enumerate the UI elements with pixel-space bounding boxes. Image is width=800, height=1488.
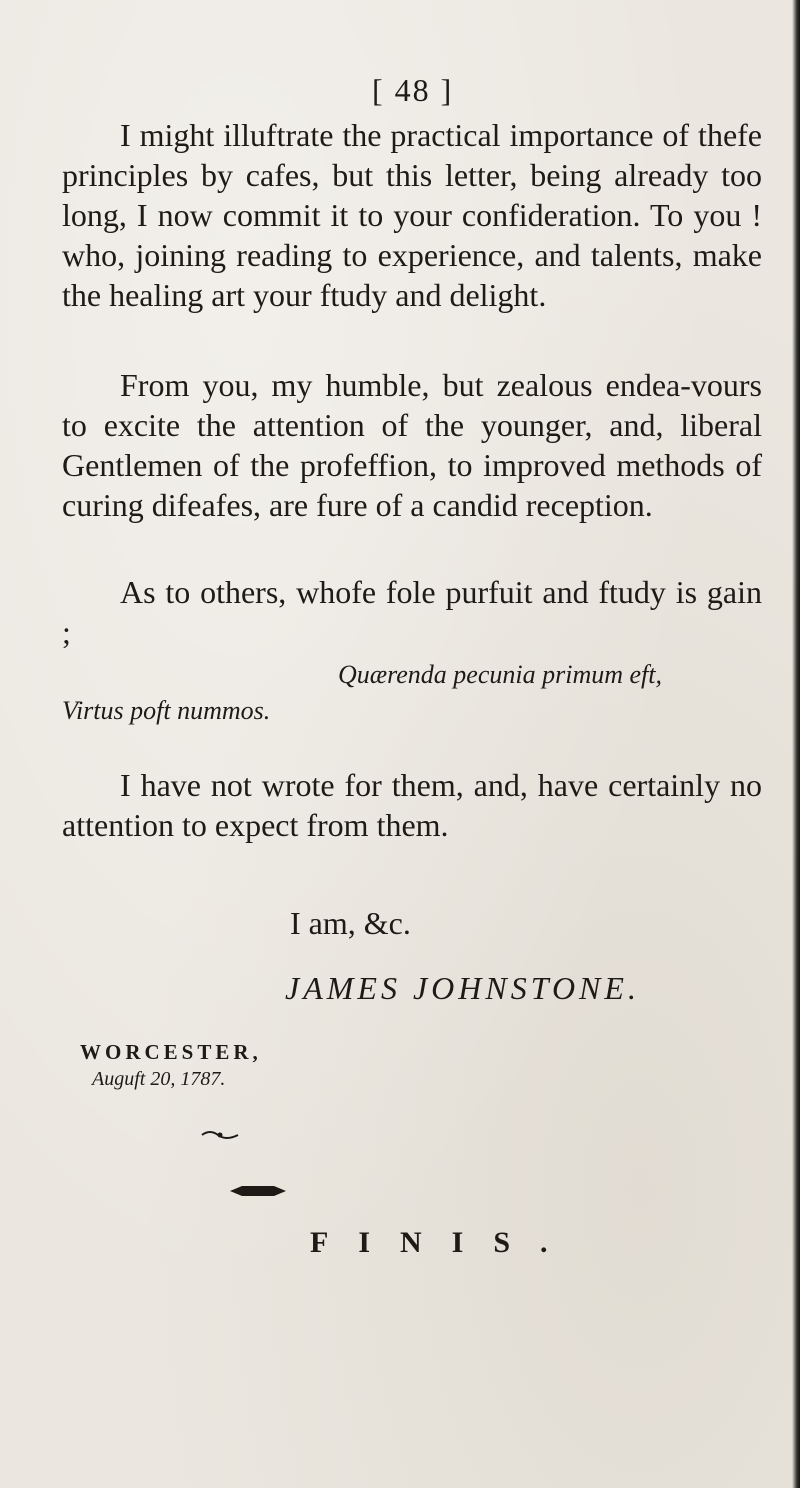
latin-quote-line-2: Virtus poft nummos.	[62, 696, 271, 725]
paragraph-3: As to others, whofe fole purfuit and ftudy is gain ;	[62, 574, 762, 650]
paragraph-2: From you, my humble, but zealous endea-vours to excite the attention of the younger, and, liberal Gentlemen of the profeffion, to improved methods of curing difeafes, are fure of a candid reception.	[62, 367, 762, 523]
closing-line: I am, &c.	[290, 905, 411, 941]
latin-quote-line-1: Quærenda pecunia primum eft,	[338, 660, 662, 689]
author-signature: JAMES JOHNSTONE.	[285, 970, 640, 1006]
small-ornament-icon	[200, 1128, 240, 1142]
dash-ornament-icon	[228, 1182, 288, 1200]
page-edge-shadow	[792, 0, 800, 1488]
date-line: Auguft 20, 1787.	[92, 1068, 226, 1090]
paragraph-4: I have not wrote for them, and, have certainly no attention to expect from them.	[62, 767, 762, 843]
place-line: WORCESTER,	[80, 1040, 262, 1064]
page-number: [ 48 ]	[372, 72, 454, 108]
paragraph-1: I might illuftrate the practical importance of thefe principles by cafes, but this letter, being already too long, I now commit it to your confideration. To you ! who, joining reading to experience, and talents, make the healing art your ftudy and delight.	[62, 117, 762, 313]
finis-text: FINIS.	[310, 1226, 578, 1259]
